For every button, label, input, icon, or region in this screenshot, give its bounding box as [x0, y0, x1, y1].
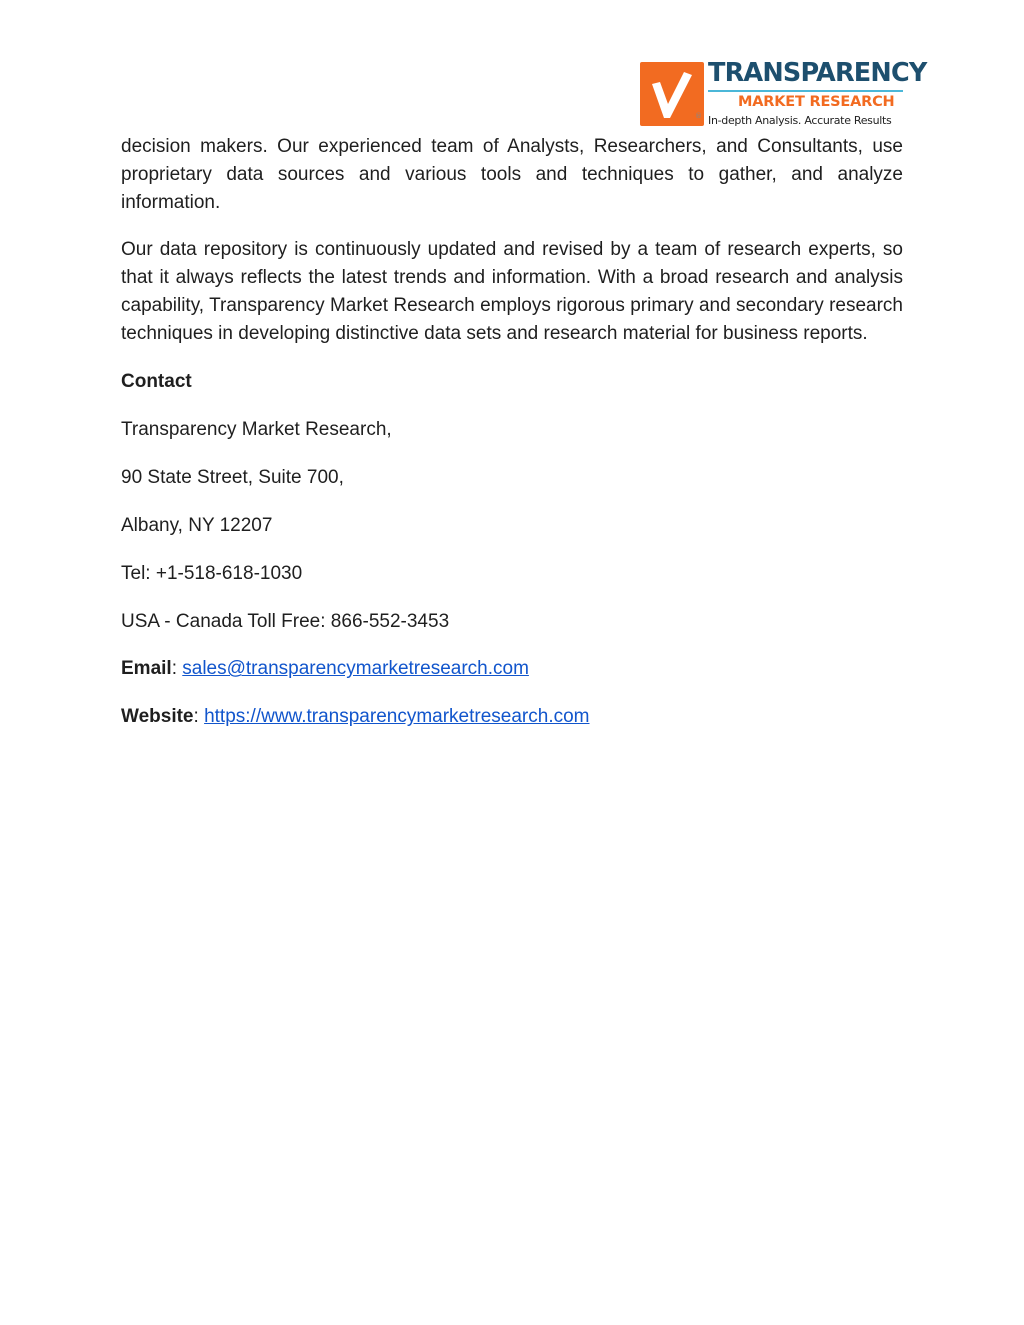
- contact-heading: Contact: [121, 370, 192, 392]
- website-label: Website: [121, 706, 194, 728]
- contact-toll-free: USA - Canada Toll Free: 866-552-3453: [121, 610, 450, 632]
- intro-paragraph-continued: decision makers. Our experienced team of Analysts, Researchers, and Consultants, use proprietary data sources and various tools and techniques to gather, and analyze information.: [121, 136, 903, 213]
- logo-divider: [708, 90, 903, 92]
- contact-email-line: [121, 655, 903, 683]
- document-body: [121, 133, 903, 751]
- contact-website-line: [121, 703, 903, 731]
- data-repository-paragraph: Our data repository is continuously updated and revised by a team of research experts, so that it always reflects the latest trends and information. With a broad research and analysis capability, Transparency Market Research employs rigorous primary and secondary research techniques in developing distinctive data sets and research material for business reports.: [121, 239, 903, 344]
- company-logo: [640, 58, 927, 128]
- contact-company: Transparency Market Research,: [121, 418, 392, 440]
- website-link[interactable]: https://www.transparencymarketresearch.com: [204, 706, 590, 728]
- registered-mark: ®: [695, 112, 702, 120]
- email-label: Email: [121, 658, 172, 680]
- contact-phone: Tel: +1-518-618-1030: [121, 562, 303, 584]
- logo-tagline: In-depth Analysis. Accurate Results: [708, 114, 892, 127]
- email-separator: :: [171, 658, 183, 680]
- contact-city: Albany, NY 12207: [121, 514, 273, 536]
- website-separator: :: [193, 706, 205, 728]
- email-link[interactable]: sales@transparencymarketresearch.com: [182, 658, 529, 680]
- logo-subtitle: MARKET RESEARCH: [738, 94, 895, 110]
- logo-title: TRANSPARENCY: [708, 58, 927, 88]
- contact-street: 90 State Street, Suite 700,: [121, 466, 344, 488]
